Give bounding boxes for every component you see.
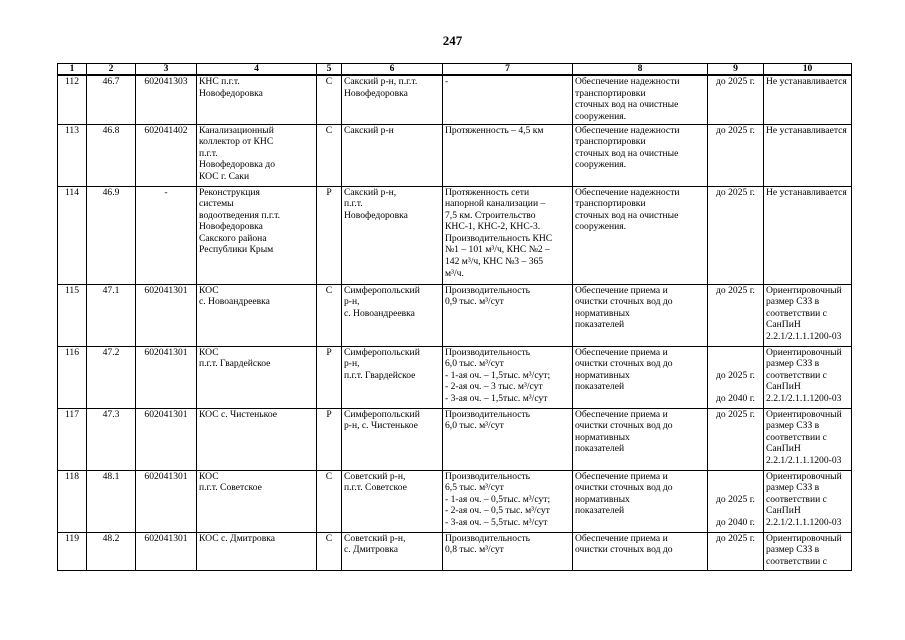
purpose-line: сооружения.	[575, 221, 627, 233]
item-number-text: 46.7	[102, 76, 120, 87]
deadline-line	[710, 471, 761, 483]
sanitary-zone-cell	[764, 186, 852, 284]
purpose-cell	[573, 346, 708, 408]
object-name-line: КОС г. Саки	[199, 170, 250, 182]
location-line: с. Новоандреевка	[344, 307, 415, 319]
purpose-line: очистки сточных вод до	[575, 358, 673, 370]
code-cell	[136, 186, 197, 284]
item-number-cell	[87, 470, 136, 532]
header-cell: 6	[342, 64, 443, 76]
location-cell	[342, 532, 443, 570]
header-cell: 1	[58, 64, 87, 76]
parameters-line: Производительность	[445, 532, 531, 544]
sanitary-zone-line: соответствии с	[766, 369, 827, 381]
sanitary-zone-line: Ориентировочный	[766, 408, 842, 420]
location-line: Симферопольский	[344, 284, 420, 296]
location-line: с. Дмитровка	[344, 544, 399, 556]
row-index-text: 113	[64, 124, 80, 136]
status-text: С	[325, 284, 333, 296]
sanitary-zone-line: соответствии с	[766, 431, 827, 443]
location-line: Сакский р-н, п.г.т.	[344, 76, 418, 87]
item-number-cell	[87, 124, 136, 186]
deadline-cell	[708, 124, 764, 186]
sanitary-zone-line: СанПиН	[766, 319, 801, 331]
sanitary-zone-line: соответствии с	[766, 493, 827, 505]
sanitary-zone-line: размер СЗЗ в	[766, 358, 820, 370]
row-index-text: 114	[64, 186, 80, 198]
object-name-cell	[197, 346, 317, 408]
row-index-cell	[58, 124, 87, 186]
purpose-line: показателей	[575, 505, 625, 517]
header-cell: 5	[317, 64, 342, 76]
object-name-line: КОС с. Чистенькое	[199, 408, 277, 420]
purpose-line: Обеспечение приема и	[575, 284, 668, 296]
purpose-cell	[573, 532, 708, 570]
object-name-cell	[197, 186, 317, 284]
sanitary-zone-line: Ориентировочный	[766, 284, 842, 296]
row-index-text: 115	[64, 284, 80, 296]
header-cell: 3	[136, 64, 197, 76]
parameters-cell	[443, 186, 573, 284]
sanitary-zone-line: 2.2.1/2.1.1.1200-03	[766, 392, 842, 404]
row-index-cell	[58, 346, 87, 408]
page-number: 247	[442, 33, 463, 48]
purpose-line: транспортировки	[575, 136, 646, 148]
code-text: 602041303	[144, 76, 188, 87]
parameters-line: 142 м³/ч, КНС №3 – 365	[445, 256, 544, 268]
sanitary-zone-line: размер СЗЗ в	[766, 482, 820, 494]
deadline-line	[710, 505, 761, 517]
object-name-line: Республики Крым	[199, 244, 274, 256]
purpose-line: Обеспечение приема и	[575, 346, 668, 358]
deadline-line: до 2025 г.	[716, 532, 755, 544]
object-name-cell	[197, 408, 317, 470]
status-cell	[317, 532, 342, 570]
location-line: Новофедоровка	[344, 87, 408, 99]
row-index-text: 119	[64, 532, 80, 544]
item-number-cell	[87, 346, 136, 408]
purpose-cell	[573, 408, 708, 470]
location-line: п.г.т.	[344, 198, 363, 210]
table-row	[58, 532, 852, 570]
location-line: Сакский р-н	[344, 124, 394, 136]
sanitary-zone-line: 2.2.1/2.1.1.1200-03	[766, 516, 842, 528]
object-name-line: с. Новоандреевка	[199, 296, 270, 308]
facilities-table	[57, 63, 852, 571]
purpose-cell	[573, 470, 708, 532]
table-row	[58, 124, 852, 186]
object-name-line: Новофедоровка	[199, 221, 263, 233]
sanitary-zone-line: 2.2.1/2.1.1.1200-03	[766, 330, 842, 342]
row-index-text: 118	[64, 470, 80, 482]
location-line: Сакский р-н,	[344, 186, 397, 198]
item-number-text: 46.9	[102, 186, 120, 198]
purpose-line: транспортировки	[575, 198, 646, 210]
location-cell	[342, 470, 443, 532]
location-line: Симферопольский	[344, 346, 420, 358]
code-text: 602041301	[144, 408, 188, 420]
status-text: С	[325, 470, 333, 482]
table-row	[58, 346, 852, 408]
header-row	[58, 64, 852, 76]
status-cell	[317, 75, 342, 124]
sanitary-zone-line: Ориентировочный	[766, 470, 842, 482]
parameters-line: -	[445, 76, 449, 87]
parameters-line: Производительность	[445, 346, 531, 358]
sanitary-zone-line: СанПиН	[766, 443, 801, 455]
code-text: 602041402	[144, 124, 188, 136]
location-line: Симферопольский	[344, 408, 420, 420]
table-row	[58, 75, 852, 124]
purpose-line: Обеспечение надежности	[575, 76, 680, 87]
status-text: Р	[326, 346, 332, 358]
parameters-cell	[443, 75, 573, 124]
object-name-cell	[197, 284, 317, 346]
table-body	[58, 75, 852, 570]
purpose-line: сооружения.	[575, 159, 627, 171]
location-line: п.г.т. Советское	[344, 482, 407, 494]
code-cell	[136, 470, 197, 532]
purpose-line: нормативных	[575, 307, 630, 319]
code-cell	[136, 284, 197, 346]
object-name-line: КНС п.г.т.	[199, 76, 240, 87]
parameters-line: Производительность	[445, 284, 531, 296]
purpose-line: показателей	[575, 443, 625, 455]
status-text: С	[325, 532, 333, 544]
parameters-line: - 1-ая оч. – 0,5тыс. м³/сут;	[445, 493, 551, 505]
parameters-line: Производительность КНС	[445, 232, 553, 244]
deadline-line: до 2025 г.	[716, 284, 755, 296]
item-number-cell	[87, 284, 136, 346]
purpose-line: нормативных	[575, 431, 630, 443]
table-row	[58, 408, 852, 470]
deadline-cell	[708, 75, 764, 124]
parameters-line: №1 – 101 м³/ч, КНС №2 –	[445, 244, 550, 256]
parameters-line: м³/ч.	[445, 267, 464, 279]
purpose-line: сточных вод на очистные	[575, 147, 679, 159]
code-text: -	[164, 186, 168, 198]
status-text: С	[325, 124, 333, 136]
item-number-text: 48.1	[102, 470, 120, 482]
object-name-cell	[197, 75, 317, 124]
code-text: 602041301	[144, 284, 188, 296]
location-line: р-н,	[344, 296, 360, 308]
location-cell	[342, 75, 443, 124]
status-cell	[317, 124, 342, 186]
parameters-line: 0,9 тыс. м³/сут	[445, 296, 504, 308]
status-cell	[317, 408, 342, 470]
item-number-cell	[87, 75, 136, 124]
sanitary-zone-line: Не устанавливается	[766, 76, 847, 87]
item-number-text: 47.2	[102, 346, 120, 358]
row-index-text: 117	[64, 408, 80, 420]
sanitary-zone-line: соответствии с	[766, 307, 827, 319]
parameters-line: 7,5 км. Строительство	[445, 209, 536, 221]
table-row	[58, 470, 852, 532]
purpose-line: нормативных	[575, 369, 630, 381]
purpose-line: сточных вод на очистные	[575, 99, 679, 111]
item-number-text: 47.1	[102, 284, 120, 296]
location-line: Советский р-н,	[344, 532, 406, 544]
row-index-cell	[58, 408, 87, 470]
purpose-line: Обеспечение приема и	[575, 470, 668, 482]
sanitary-zone-line: СанПиН	[766, 505, 801, 517]
deadline-cell	[708, 186, 764, 284]
row-index-cell	[58, 532, 87, 570]
object-name-line: КОС	[199, 346, 219, 358]
parameters-line: Протяженность сети	[445, 186, 530, 198]
location-line: Новофедоровка	[344, 209, 408, 221]
location-line: п.г.т. Гвардейское	[344, 369, 416, 381]
code-text: 602041301	[144, 346, 188, 358]
parameters-line: напорной канализации –	[445, 198, 546, 210]
header-cell: 7	[443, 64, 573, 76]
status-cell	[317, 470, 342, 532]
object-name-line: коллектор от КНС	[199, 136, 274, 148]
purpose-cell	[573, 124, 708, 186]
deadline-line: до 2040 г.	[716, 516, 755, 528]
code-text: 602041301	[144, 532, 188, 544]
status-text: Р	[326, 408, 332, 420]
object-name-line: Сакского района	[199, 232, 267, 244]
deadline-cell	[708, 346, 764, 408]
purpose-cell	[573, 186, 708, 284]
sanitary-zone-cell	[764, 346, 852, 408]
item-number-text: 48.2	[102, 532, 120, 544]
purpose-line: показателей	[575, 319, 625, 331]
parameters-cell	[443, 470, 573, 532]
parameters-line: 0,8 тыс. м³/сут	[445, 544, 504, 556]
row-index-cell	[58, 75, 87, 124]
sanitary-zone-line: Ориентировочный	[766, 346, 842, 358]
object-name-line: КОС с. Дмитровка	[199, 532, 276, 544]
object-name-line: системы	[199, 198, 234, 210]
purpose-line: очистки сточных вод до	[575, 420, 673, 432]
sanitary-zone-line: размер СЗЗ в	[766, 420, 820, 432]
item-number-cell	[87, 408, 136, 470]
sanitary-zone-line: соответствии с	[766, 555, 827, 567]
status-cell	[317, 186, 342, 284]
code-cell	[136, 346, 197, 408]
object-name-line: п.г.т.	[199, 147, 218, 159]
status-cell	[317, 346, 342, 408]
parameters-line: - 2-ая оч. – 3 тыс. м³/сут	[445, 381, 543, 393]
parameters-line: Производительность	[445, 408, 531, 420]
object-name-line: п.г.т. Гвардейское	[199, 358, 271, 370]
sanitary-zone-cell	[764, 284, 852, 346]
location-line: р-н,	[344, 358, 360, 370]
location-cell	[342, 284, 443, 346]
object-name-cell	[197, 470, 317, 532]
sanitary-zone-cell	[764, 470, 852, 532]
parameters-line: - 1-ая оч. – 1,5тыс. м³/сут;	[445, 369, 551, 381]
header-cell: 8	[573, 64, 708, 76]
deadline-cell	[708, 284, 764, 346]
code-cell	[136, 75, 197, 124]
row-index-text: 116	[64, 346, 80, 358]
code-text: 602041301	[144, 470, 188, 482]
sanitary-zone-line: Не устанавливается	[766, 186, 847, 198]
purpose-line: Обеспечение надежности	[575, 186, 680, 198]
sanitary-zone-line: Ориентировочный	[766, 532, 842, 544]
deadline-cell	[708, 532, 764, 570]
parameters-cell	[443, 532, 573, 570]
parameters-cell	[443, 346, 573, 408]
purpose-line: очистки сточных вод до	[575, 482, 673, 494]
location-cell	[342, 186, 443, 284]
deadline-line: до 2025 г.	[716, 493, 755, 505]
header-cell: 4	[197, 64, 317, 76]
status-text: Р	[326, 186, 332, 198]
deadline-line: до 2025 г.	[716, 76, 755, 87]
row-index-cell	[58, 284, 87, 346]
object-name-line: Новофедоровка	[199, 87, 263, 99]
deadline-cell	[708, 470, 764, 532]
purpose-line: нормативных	[575, 493, 630, 505]
sanitary-zone-cell	[764, 124, 852, 186]
purpose-line: транспортировки	[575, 87, 646, 99]
deadline-cell	[708, 408, 764, 470]
sanitary-zone-cell	[764, 532, 852, 570]
location-cell	[342, 408, 443, 470]
deadline-line: до 2025 г.	[716, 369, 755, 381]
code-cell	[136, 408, 197, 470]
header-cell: 10	[764, 64, 852, 76]
row-index-cell	[58, 470, 87, 532]
table-row	[58, 186, 852, 284]
parameters-line: Протяженность – 4,5 км	[445, 124, 544, 136]
sanitary-zone-line: размер СЗЗ в	[766, 544, 820, 556]
sanitary-zone-line: размер СЗЗ в	[766, 296, 820, 308]
location-line: Советский р-н,	[344, 470, 406, 482]
location-line: р-н, с. Чистенькое	[344, 420, 418, 432]
purpose-line: сооружения.	[575, 110, 627, 122]
parameters-line: 6,5 тыс. м³/сут	[445, 482, 504, 494]
object-name-line: Реконструкция	[199, 186, 260, 198]
row-index-cell	[58, 186, 87, 284]
object-name-line: КОС	[199, 284, 219, 296]
deadline-line	[710, 347, 761, 359]
row-index-text: 112	[64, 76, 80, 87]
sanitary-zone-cell	[764, 75, 852, 124]
deadline-line: до 2025 г.	[716, 408, 755, 420]
purpose-line: показателей	[575, 381, 625, 393]
parameters-line: КНС-1, КНС-2, КНС-3.	[445, 221, 541, 233]
deadline-line: до 2025 г.	[716, 124, 755, 136]
object-name-line: Канализационный	[199, 124, 274, 136]
purpose-line: Обеспечение надежности	[575, 124, 680, 136]
parameters-line: - 3-ая оч. – 1,5тыс. м³/сут	[445, 392, 548, 404]
parameters-line: - 2-ая оч. – 0,5 тыс. м³/сут	[445, 505, 550, 517]
status-text: С	[325, 76, 333, 87]
parameters-line: 6,0 тыс. м³/сут	[445, 420, 504, 432]
object-name-line: п.г.т. Советское	[199, 482, 262, 494]
object-name-cell	[197, 124, 317, 186]
object-name-line: Новофедоровка до	[199, 159, 275, 171]
purpose-line: сточных вод на очистные	[575, 209, 679, 221]
parameters-cell	[443, 124, 573, 186]
item-number-cell	[87, 186, 136, 284]
deadline-line	[710, 381, 761, 393]
purpose-line: Обеспечение приема и	[575, 408, 668, 420]
parameters-line: 6,0 тыс. м³/сут	[445, 358, 504, 370]
location-cell	[342, 124, 443, 186]
deadline-line: до 2040 г.	[716, 392, 755, 404]
item-number-text: 47.3	[102, 408, 120, 420]
purpose-line: Обеспечение приема и	[575, 532, 668, 544]
object-name-line: водоотведения п.г.т.	[199, 209, 281, 221]
location-cell	[342, 346, 443, 408]
object-name-cell	[197, 532, 317, 570]
item-number-cell	[87, 532, 136, 570]
purpose-cell	[573, 284, 708, 346]
code-cell	[136, 532, 197, 570]
sanitary-zone-line: СанПиН	[766, 381, 801, 393]
code-cell	[136, 124, 197, 186]
object-name-line: КОС	[199, 470, 219, 482]
header-cell: 9	[708, 64, 764, 76]
sanitary-zone-line: 2.2.1/2.1.1.1200-03	[766, 454, 842, 466]
purpose-cell	[573, 75, 708, 124]
purpose-line: очистки сточных вод до	[575, 544, 673, 556]
parameters-cell	[443, 284, 573, 346]
status-cell	[317, 284, 342, 346]
item-number-text: 46.8	[102, 124, 120, 136]
table-row	[58, 284, 852, 346]
parameters-line: Производительность	[445, 470, 531, 482]
header-cell: 2	[87, 64, 136, 76]
deadline-line	[710, 358, 761, 370]
parameters-cell	[443, 408, 573, 470]
deadline-line	[710, 482, 761, 494]
sanitary-zone-line: Не устанавливается	[766, 124, 847, 136]
purpose-line: очистки сточных вод до	[575, 296, 673, 308]
deadline-line: до 2025 г.	[716, 186, 755, 198]
sanitary-zone-cell	[764, 408, 852, 470]
parameters-line: - 3-ая оч. – 5,5тыс. м³/сут	[445, 516, 548, 528]
